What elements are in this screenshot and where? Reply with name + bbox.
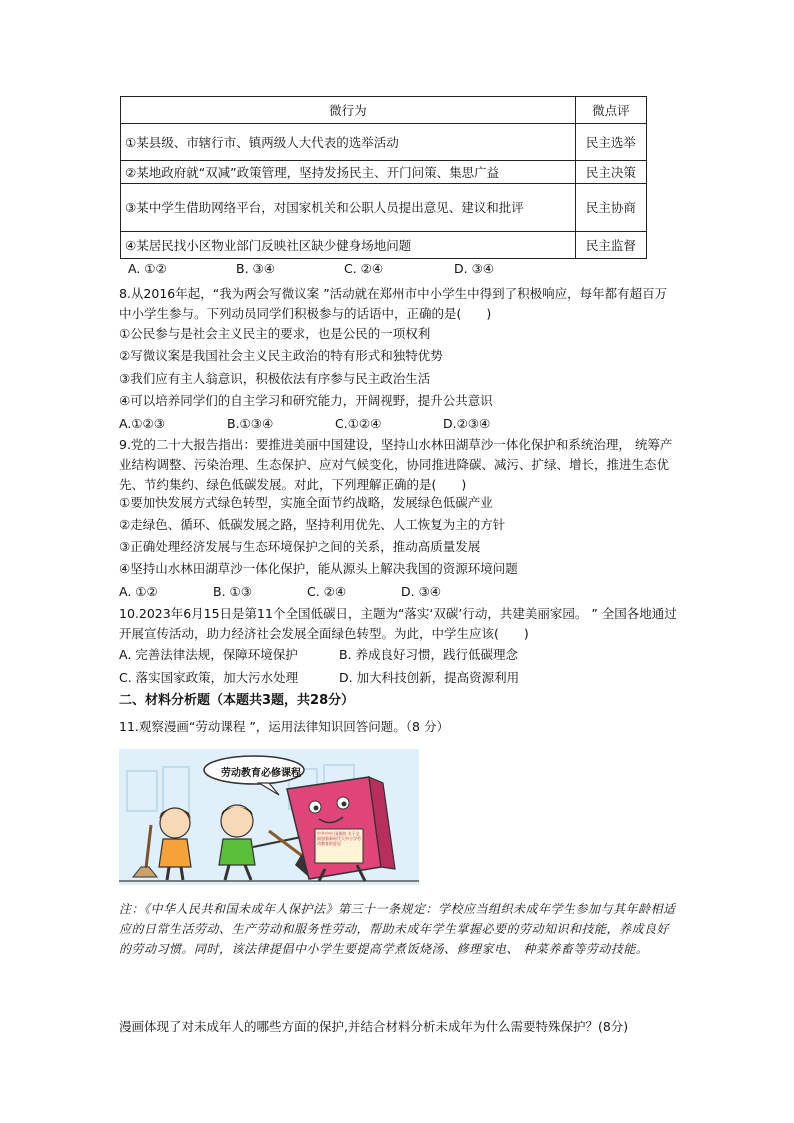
q10-option-b: B. 养成良好习惯，践行低碳理念: [339, 647, 519, 662]
table-cell-behavior: ③某中学生借助网络平台，对国家机关和公职人员提出意见、建议和批评: [121, 184, 576, 232]
table-cell-comment: 民主协商: [575, 184, 646, 232]
q8-option-d: D.②③④: [443, 416, 491, 431]
table-cell-behavior: ②某地政府就“双减”政策管理，坚持发扬民主、开门问策、集思广益: [121, 161, 576, 184]
cartoon-book-text: 中共中央 国务院 关于全面加强新时代大中小学劳动教育的意见: [317, 831, 361, 846]
q8-item-2: ②写微议案是我国社会主义民主政治的特有形式和独特优势: [119, 348, 443, 363]
q10-option-a: A. 完善法律法规，保障环境保护: [119, 647, 298, 662]
table-cell-behavior: ①某县级、市辖行市、镇两级人大代表的选举活动: [121, 124, 576, 161]
q8-item-3: ③我们应有主人翁意识，积极依法有序参与民主政治生活: [119, 371, 431, 386]
q10-options-row2: [119, 668, 519, 688]
q8-option-b: B.①③④: [227, 416, 274, 431]
q9-item-3: ③正确处理经济发展与生态环境保护之间的关系，推动高质量发展: [119, 539, 481, 554]
q7-option-a: A. ①②: [128, 261, 167, 276]
table-row: [121, 232, 647, 259]
cartoon-bubble-text: 劳动教育必修课程: [221, 768, 301, 779]
q7-options: [128, 259, 494, 279]
q11-stem: 11.观察漫画“劳动课程 ”，运用法律知识回答问题。（8 分）: [119, 719, 449, 734]
q9-option-d: D. ③④: [401, 584, 441, 599]
q10-options-row1: [119, 645, 518, 665]
q9-item-4: ④坚持山水林田湖草沙一体化保护，能从源头上解决我国的资源环境问题: [119, 561, 518, 576]
q8-item-4: ④可以培养同学们的自主学习和研究能力，开阔视野，提升公共意识: [119, 393, 493, 408]
q11-question: 漫画体现了对未成年人的哪些方面的保护,并结合材料分析未成年为什么需要特殊保护？(8分): [119, 1019, 629, 1034]
table-row: [121, 124, 647, 161]
table-row: [121, 161, 647, 184]
q8-options: [119, 414, 490, 434]
q10-option-c: C. 落实国家政策，加大污水处理: [119, 670, 299, 685]
q9-option-c: C. ②④: [307, 584, 347, 599]
behavior-table: [120, 96, 647, 259]
q10-stem: 10.2023年6月15日是第11个全国低碳日，主题为“落实‘双碳’行动，共建美丽家园。 ” 全国各地通过开展宣传活动，助力经济社会发展全面绿色转型。为此，中学生应该( ): [119, 606, 677, 641]
table-cell-comment: 民主选举: [575, 124, 646, 161]
table-header-row: [121, 97, 647, 124]
q9-stem: 9.党的二十大报告指出：要推进美丽中国建设，坚持山水林田湖草沙一体化保护和系统治理， 统筹产业结构调整、污染治理、生态保护、应对气候变化，协同推进降碳、减污、扩绿、增长，推进生态优先、节约集约、绿色低碳发展。对此，下列理解正确的是( ): [119, 437, 673, 492]
q9-item-1: ①要加快发展方式绿色转型，实施全面节约战略，发展绿色低碳产业: [119, 495, 493, 510]
table-cell-comment: 民主监督: [575, 232, 646, 259]
q9-item-2: ②走绿色、循环、低碳发展之路，坚持利用优先、人工恢复为主的方针: [119, 517, 506, 532]
q10-option-d: D. 加大科技创新，提高资源利用: [339, 670, 520, 685]
table-row: [121, 184, 647, 232]
q7-option-c: C. ②④: [344, 261, 384, 276]
q9-option-b: B. ①③: [213, 584, 252, 599]
q8-item-1: ①公民参与是社会主义民主的要求，也是公民的一项权利: [119, 326, 431, 341]
q9-option-a: A. ①②: [119, 584, 158, 599]
section2-heading: 二、材料分析题（本题共3题，共28分）: [119, 693, 355, 708]
law-note: 注：《中华人民共和国未成年人保护法》第三十一条规定：学校应当组织未成年学生参加与其年龄相适应的日常生活劳动、生产劳动和服务性劳动，帮助未成年学生掌握必要的劳动知识和技能，养成良好的劳动习惯。同时，该法律提倡中小学生要提高学煮饭烧汤、修理家电、 种菜养畜等劳动技能。: [119, 902, 676, 956]
table-cell-comment: 民主决策: [575, 161, 646, 184]
q8-stem: 8.从2016年起，“我为两会写微议案 ”活动就在郑州市中小学生中得到了积极响应，每年都有超百万中小学生参与。下列动员同学们积极参与的话语中，正确的是( ): [119, 286, 668, 321]
q7-option-b: B. ③④: [236, 261, 275, 276]
q7-option-d: D. ③④: [454, 261, 494, 276]
table-header-behavior: 微行为: [121, 97, 576, 124]
table-cell-behavior: ④某居民找小区物业部门反映社区缺少健身场地问题: [121, 232, 576, 259]
labor-course-cartoon: [119, 749, 419, 885]
q9-options: [119, 582, 441, 602]
table-header-comment: 微点评: [575, 97, 646, 124]
q8-option-c: C.①②④: [335, 416, 382, 431]
q8-option-a: A.①②③: [119, 416, 165, 431]
